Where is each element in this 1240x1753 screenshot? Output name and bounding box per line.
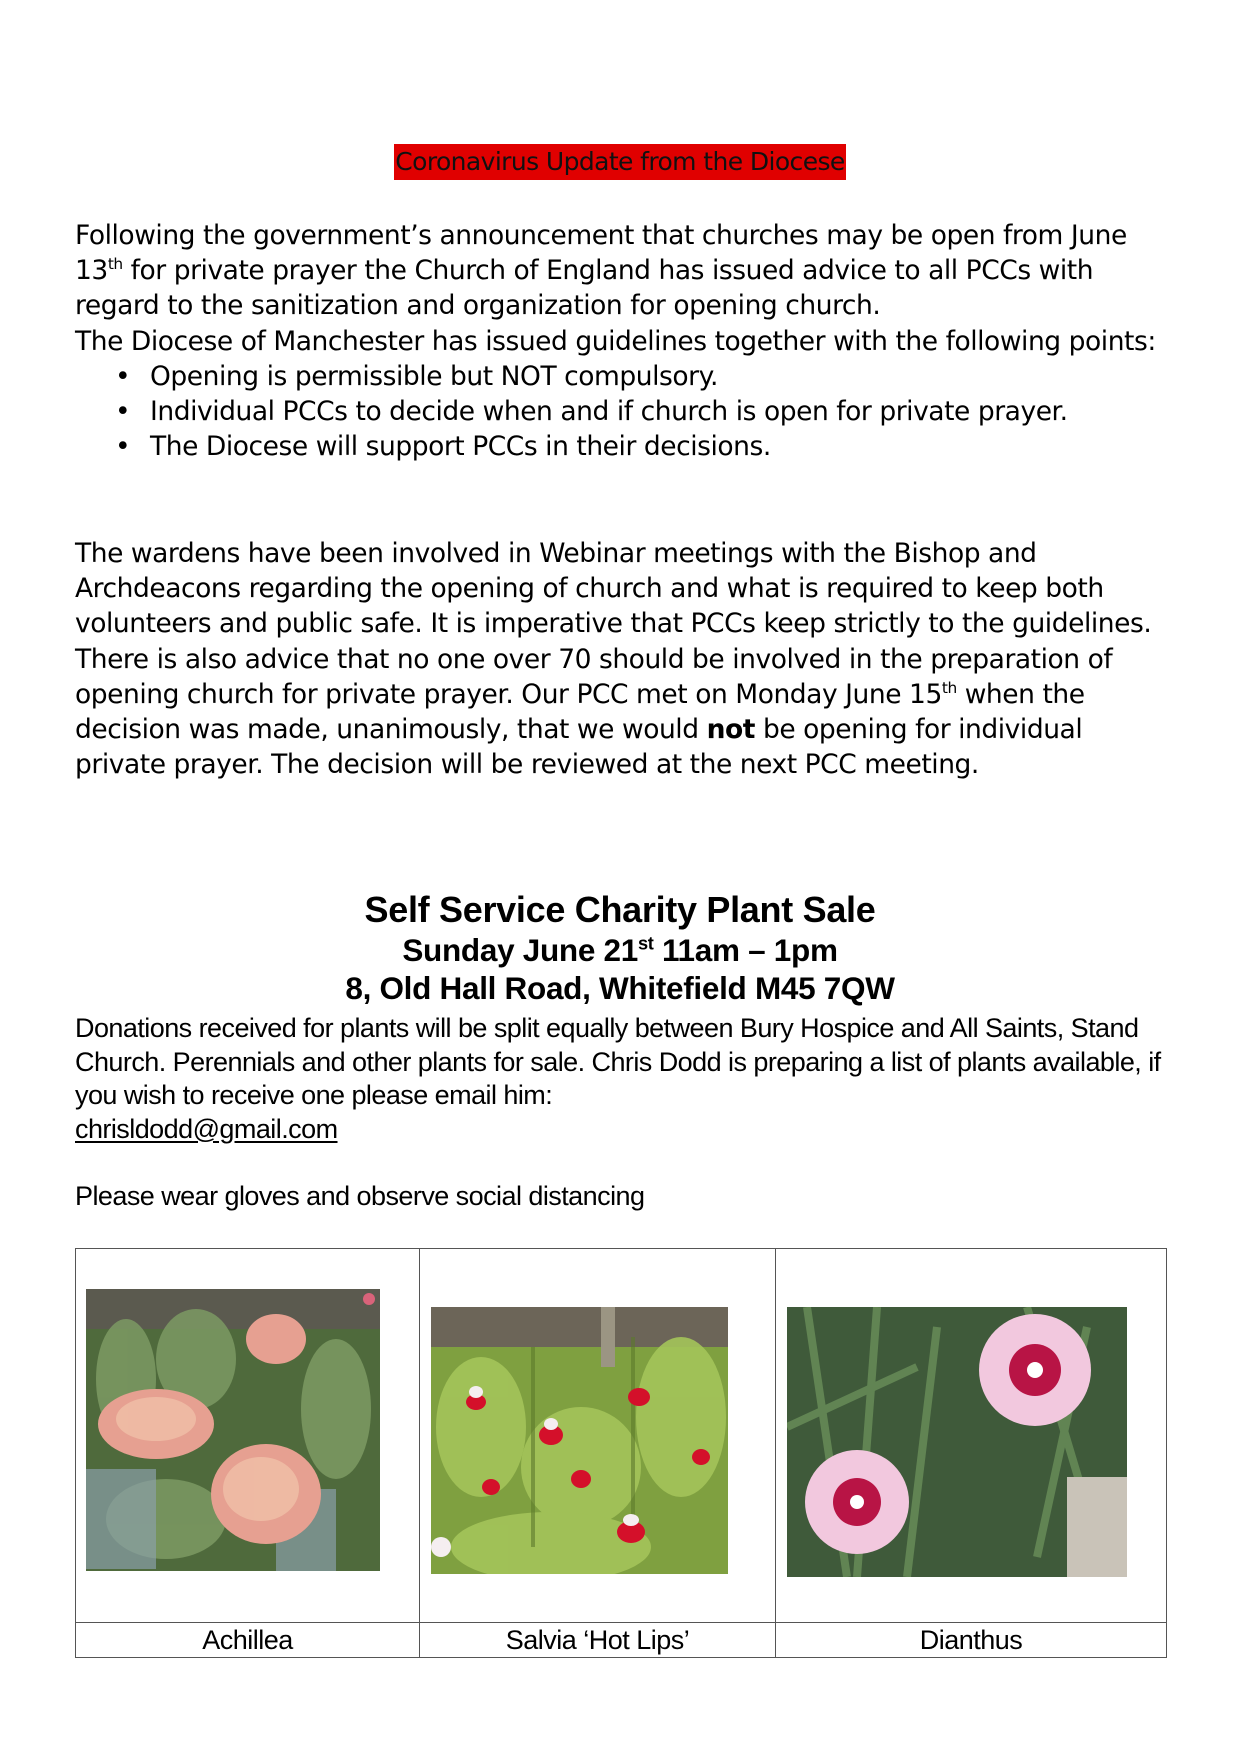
- sale-date: Sunday June 21st 11am – 1pm: [402, 932, 838, 968]
- plant-label: Achillea: [76, 1623, 420, 1658]
- photo-cell: [776, 1249, 1167, 1623]
- banner-wrap: [0, 144, 1240, 180]
- photo-cell: [76, 1249, 420, 1623]
- bullet-icon: •: [115, 360, 131, 392]
- photo-row: [76, 1249, 1167, 1623]
- dianthus-photo: [787, 1307, 1127, 1577]
- sale-description: Donations received for plants will be split equally between Bury Hospice and All Saints, Stand Church. Perennials and other plants for sale. Chris Dodd is preparing a list of plants available, if you wish to receive one please email him: chrisldodd@gmail.com: [75, 1013, 1161, 1144]
- plant-label: Salvia ‘Hot Lips’: [420, 1623, 776, 1658]
- plant-photo-table: [75, 1248, 1167, 1658]
- bullet-icon: •: [115, 431, 131, 463]
- emphasis-not: not: [706, 714, 755, 746]
- sale-details: [75, 1012, 1185, 1213]
- intro-section: [75, 218, 1175, 464]
- sale-address: 8, Old Hall Road, Whitefield M45 7QW: [345, 970, 895, 1006]
- safety-note: Please wear gloves and observe social distancing: [75, 1180, 645, 1211]
- salvia-photo: [431, 1307, 728, 1574]
- label-row: [76, 1623, 1167, 1658]
- email-link[interactable]: chrisldodd@gmail.com: [75, 1113, 338, 1144]
- list-item: • The Diocese will support PCCs in their decisions.: [75, 429, 1175, 464]
- plant-label: Dianthus: [776, 1623, 1167, 1658]
- list-item: • Individual PCCs to decide when and if church is open for private prayer.: [75, 394, 1175, 429]
- wardens-paragraph: The wardens have been involved in Webinar meetings with the Bishop and Archdeacons regarding the opening of church and what is required to keep both volunteers and public safe. It is imperative that PCCs keep strictly to the guidelines. There is also advice that no one over 70 should be involved in the preparation of opening church for private prayer. Our PCC met on Monday June 15th when the decision was made, unanimously, that we would not be opening for individual private prayer. The decision will be reviewed at the next PCC meeting.: [75, 538, 1152, 781]
- bullet-icon: •: [115, 396, 131, 428]
- achillea-photo: [86, 1289, 380, 1571]
- intro-paragraph: Following the government’s announcement that churches may be open from June 13th for private prayer the Church of England has issued advice to all PCCs with regard to the sanitization and organization for opening church.: [75, 220, 1127, 322]
- photo-cell: [420, 1249, 776, 1623]
- update-title-banner: Coronavirus Update from the Diocese: [394, 144, 845, 180]
- sale-title: Self Service Charity Plant Sale: [364, 889, 876, 930]
- list-item: • Opening is permissible but NOT compulsory.: [75, 359, 1175, 394]
- plant-sale-heading: [0, 889, 1240, 1008]
- guidelines-list: [75, 359, 1175, 465]
- guidelines-paragraph: The Diocese of Manchester has issued guidelines together with the following points:: [75, 325, 1156, 357]
